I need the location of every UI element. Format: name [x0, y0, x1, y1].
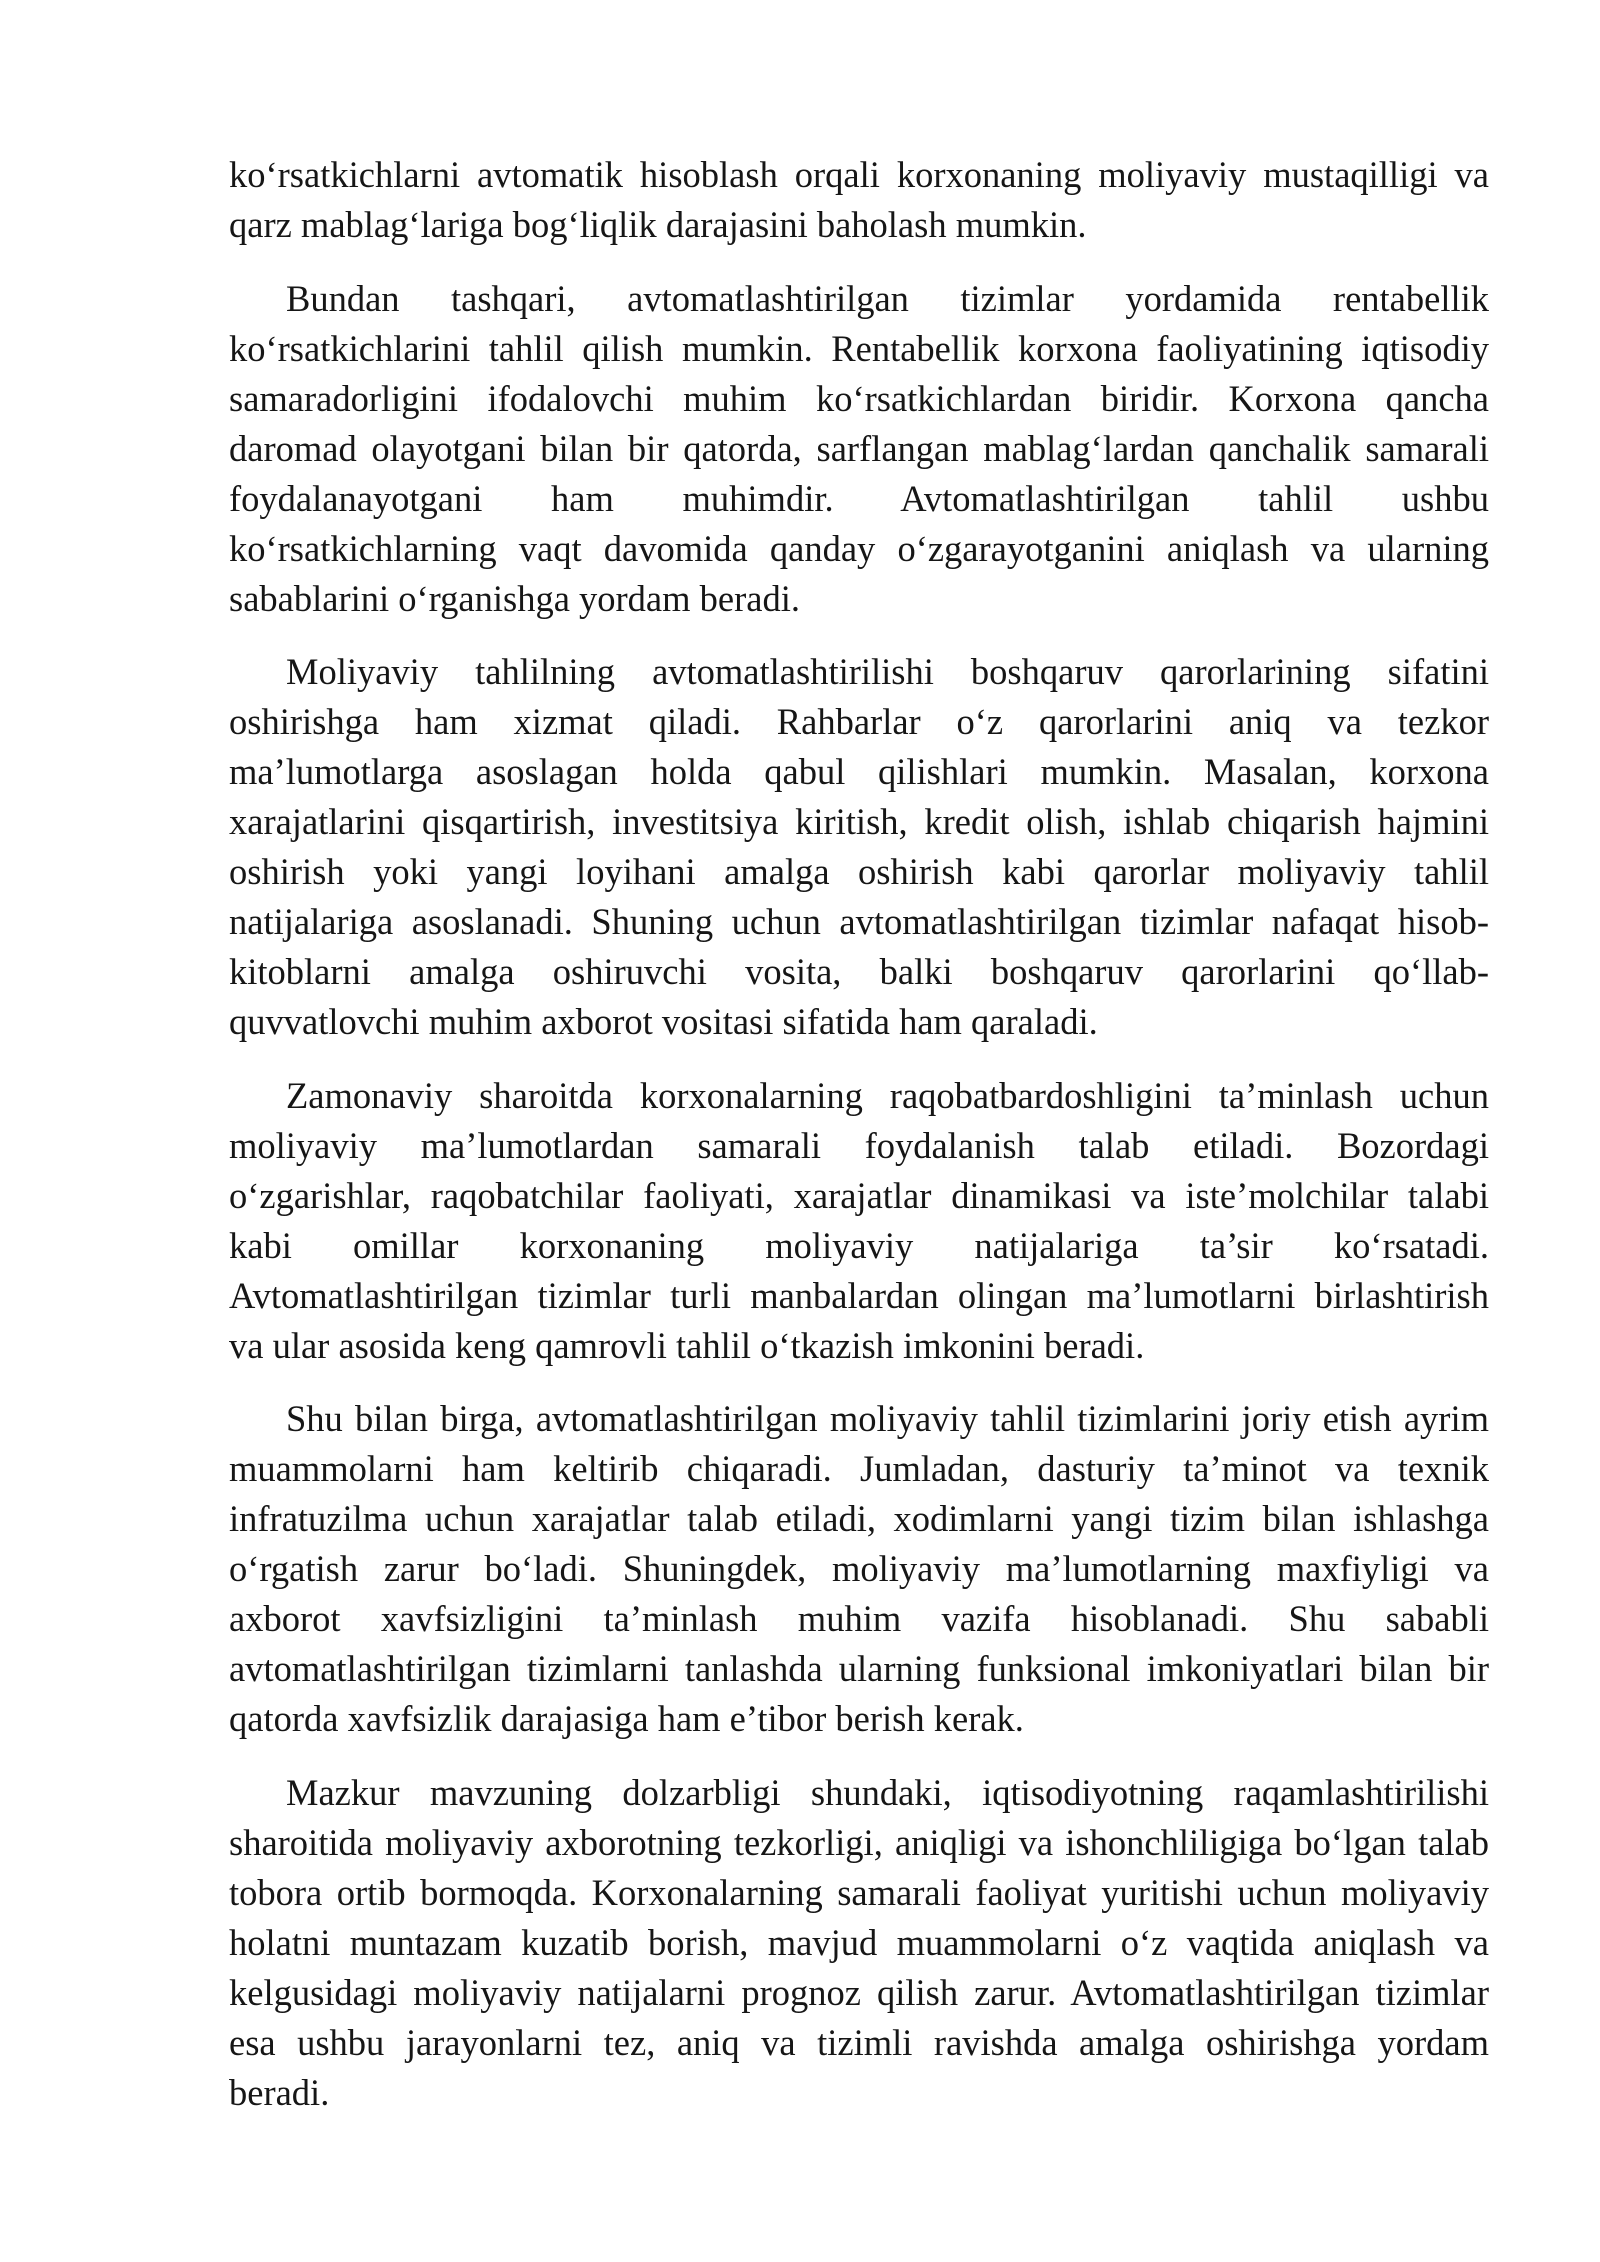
text-line: ko‘rsatkichlarni avtomatik hisoblash orqali korxonaning moliyaviy mustaqilligi va [229, 154, 1489, 195]
text-line: holatni muntazam kuzatib borish, mavjud muammolarni o‘z vaqtida aniqlash va [229, 1921, 1489, 1963]
text-line: moliyaviy ma’lumotlardan samarali foydalanish talab etiladi. Bozordagi [229, 1124, 1489, 1166]
text-line: kitoblarni amalga oshiruvchi vosita, balki boshqaruv qarorlarini qo‘llab- [229, 951, 1489, 992]
text-line: qatorda xavfsizlik darajasiga ham e’tibor berish kerak. [229, 1698, 1024, 1739]
body-text [229, 150, 1489, 2118]
text-line: natijalariga asoslanadi. Shuning uchun avtomatlashtirilgan tizimlar nafaqat hisob- [229, 901, 1489, 942]
text-line: o‘zgarishlar, raqobatchilar faoliyati, xarajatlar dinamikasi va iste’molchilar talabi [229, 1174, 1489, 1216]
text-line: Moliyaviy tahlilning avtomatlashtirilishi boshqaruv qarorlarining sifatini [286, 651, 1489, 692]
text-line: esa ushbu jarayonlarni tez, aniq va tizimli ravishda amalga oshirishga yordam [229, 2021, 1489, 2063]
text-line: beradi. [229, 2071, 330, 2113]
text-line: daromad olayotgani bilan bir qatorda, sarflangan mablag‘lardan qanchalik samarali [229, 427, 1489, 469]
text-line: Zamonaviy sharoitda korxonalarning raqobatbardoshligini ta’minlash uchun [286, 1074, 1489, 1116]
text-line: ma’lumotlarga asoslagan holda qabul qilishlari mumkin. Masalan, korxona [229, 751, 1489, 792]
text-line: sabablarini o‘rganishga yordam beradi. [229, 577, 800, 619]
text-line: Bundan tashqari, avtomatlashtirilgan tizimlar yordamida rentabellik [286, 277, 1489, 319]
paragraph [229, 274, 1489, 624]
text-line: Avtomatlashtirilgan tizimlar turli manbalardan olingan ma’lumotlarni birlashtirish [229, 1274, 1489, 1316]
text-line: Mazkur mavzuning dolzarbligi shundaki, iqtisodiyotning raqamlashtirilishi [286, 1771, 1489, 1813]
text-line: Shu bilan birga, avtomatlashtirilgan moliyaviy tahlil tizimlarini joriy etish ayrim [286, 1398, 1489, 1439]
text-line: samaradorligini ifodalovchi muhim ko‘rsatkichlardan biridir. Korxona qancha [229, 377, 1489, 419]
text-line: va ular asosida keng qamrovli tahlil o‘tkazish imkonini beradi. [229, 1324, 1145, 1366]
text-line: oshirish yoki yangi loyihani amalga oshirish kabi qarorlar moliyaviy tahlil [229, 851, 1489, 892]
paragraph [229, 150, 1489, 250]
paragraph [229, 647, 1489, 1047]
text-line: kabi omillar korxonaning moliyaviy natijalariga ta’sir ko‘rsatadi. [229, 1224, 1489, 1266]
text-line: tobora ortib bormoqda. Korxonalarning samarali faoliyat yuritishi uchun moliyaviy [229, 1871, 1489, 1913]
text-line: xarajatlarini qisqartirish, investitsiya kiritish, kredit olish, ishlab chiqarish hajmini [229, 801, 1489, 842]
text-line: oshirishga ham xizmat qiladi. Rahbarlar o‘z qarorlarini aniq va tezkor [229, 701, 1489, 742]
paragraph [229, 1768, 1489, 2118]
text-line: ko‘rsatkichlarini tahlil qilish mumkin. Rentabellik korxona faoliyatining iqtisodiy [229, 327, 1489, 369]
text-line: qarz mablag‘lariga bog‘liqlik darajasini baholash mumkin. [229, 204, 1087, 245]
text-line: foydalanayotgani ham muhimdir. Avtomatlashtirilgan tahlil ushbu [229, 477, 1489, 519]
text-line: infratuzilma uchun xarajatlar talab etiladi, xodimlarni yangi tizim bilan ishlashga [229, 1498, 1489, 1539]
paragraph [229, 1394, 1489, 1744]
text-line: kelgusidagi moliyaviy natijalarni prognoz qilish zarur. Avtomatlashtirilgan tizimlar [229, 1971, 1489, 2013]
text-line: avtomatlashtirilgan tizimlarni tanlashda ularning funksional imkoniyatlari bilan bir [229, 1648, 1489, 1689]
text-line: muammolarni ham keltirib chiqaradi. Jumladan, dasturiy ta’minot va texnik [229, 1448, 1489, 1489]
text-line: axborot xavfsizligini ta’minlash muhim vazifa hisoblanadi. Shu sababli [229, 1598, 1489, 1639]
text-line: o‘rgatish zarur bo‘ladi. Shuningdek, moliyaviy ma’lumotlarning maxfiyligi va [229, 1548, 1489, 1589]
paragraph [229, 1071, 1489, 1371]
text-line: sharoitida moliyaviy axborotning tezkorligi, aniqligi va ishonchliligiga bo‘lgan talab [229, 1821, 1489, 1863]
text-line: ko‘rsatkichlarning vaqt davomida qanday o‘zgarayotganini aniqlash va ularning [229, 527, 1489, 569]
text-line: quvvatlovchi muhim axborot vositasi sifatida ham qaraladi. [229, 1001, 1098, 1042]
